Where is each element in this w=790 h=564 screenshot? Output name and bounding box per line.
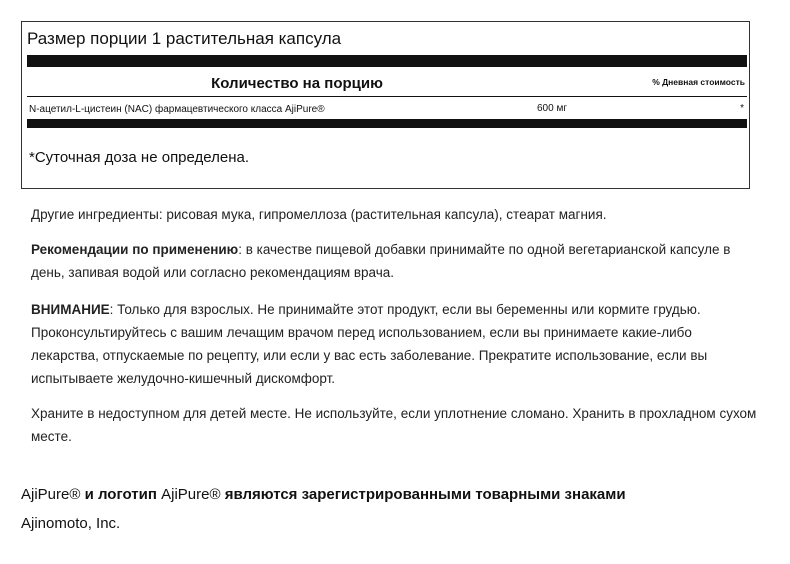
ingredient-name: N-ацетил-L-цистеин (NAC) фармацевтического класса AjiPure® [29, 104, 325, 115]
thick-divider-bottom [27, 119, 747, 128]
directions [31, 238, 759, 284]
warning-label: ВНИМАНИЕ [31, 302, 110, 317]
directions-text: : в качестве пищевой добавки принимайте по одной вегетарианской капсуле в день, запивая водой или согласно рекомендациям врача. [31, 242, 731, 280]
amount-per-serving-header: Количество на порцию [211, 75, 383, 92]
trademark-notice [21, 480, 751, 538]
company-name: Ajinomoto, Inc. [21, 515, 121, 532]
thick-divider [27, 55, 747, 67]
directions-label: Рекомендации по применению [31, 242, 239, 257]
supplement-facts-panel [21, 21, 750, 189]
warning [31, 298, 759, 390]
brand-name-1: AjiPure® [21, 486, 81, 503]
ingredient-amount: 600 мг [537, 103, 567, 114]
footnote: *Суточная доза не определена. [29, 149, 250, 166]
ingredient-daily-value: * [740, 103, 744, 114]
serving-size: Размер порции 1 растительная капсула [27, 29, 342, 48]
storage: Храните в недоступном для детей месте. Не используйте, если уплотнение сломано. Хранить в прохладном сухом месте. [31, 406, 757, 444]
thin-divider [27, 96, 747, 97]
warning-text: : Только для взрослых. Не принимайте этот продукт, если вы беременны или кормите грудью. Проконсультируйтесь с вашим лечащим врачом перед использованием, если вы принимаете какие-либо лекарства, отпускаемые по рецепту, или если у вас есть заболевание. Прекратите использование, если вы испытываете желудочно-кишечный дискомфорт. [31, 302, 708, 386]
brand-name-2: AjiPure® [161, 486, 221, 503]
daily-value-header: % Дневная стоимость [652, 77, 745, 87]
trademark-text-1: и логотип [80, 486, 162, 503]
trademark-text-2: являются зарегистрированными товарными знаками [220, 486, 626, 503]
other-ingredients: Другие ингредиенты: рисовая мука, гипромеллоза (растительная капсула), стеарат магния. [31, 207, 607, 222]
